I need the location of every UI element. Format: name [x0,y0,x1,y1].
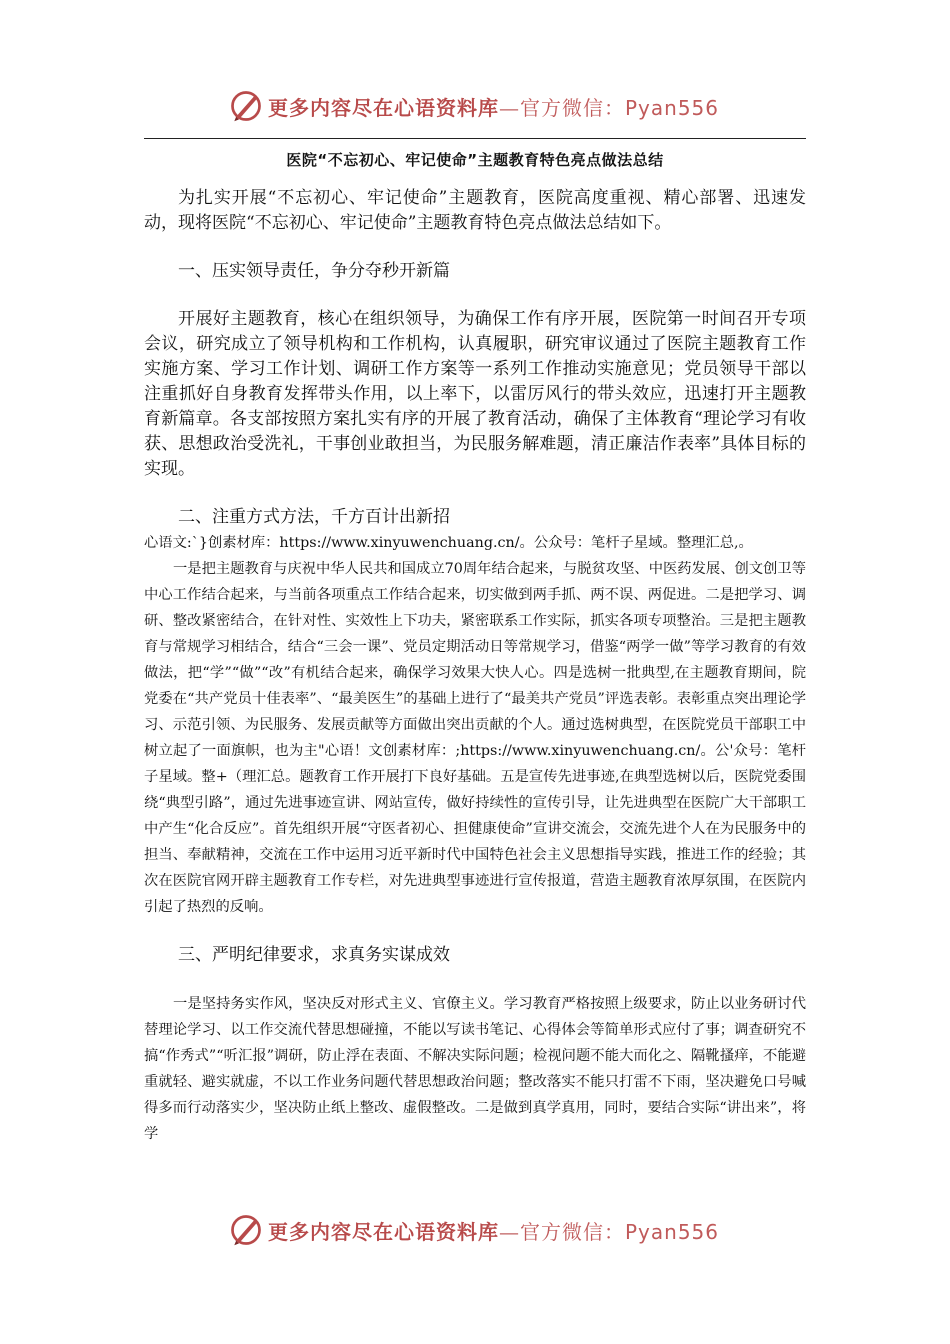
banner-text [268,92,719,121]
section2-heading: 二、注重方式方法，千方百计出新招 [178,507,450,527]
section1-heading: 一、压实领导责任，争分夺秒开新篇 [178,261,450,281]
page-title: 医院“不忘初心、牢记使命”主题教育特色亮点做法总结 [286,151,664,169]
section1-body: 开展好主题教育，核心在组织领导，为确保工作有序开展，医院第一时间召开专项会议，研究成立了领导机构和工作机构，认真履职，研究审议通过了医院主题教育工作实施方案、学习工作计划、调研工作方案等一系列工作推动实施意见；党员领导干部以注重抓好自身教育发挥带头作用，以上率下，以雷厉风行的带头效应，迅速打开主题教育新篇章。各支部按照方案扎实有序的开展了教育活动，确保了主体教育“理论学习有收获、思想政治受洗礼，干事创业敢担当，为民服务解难题，清正廉洁作表率”具体目标的实现。 [144,309,806,479]
intro-paragraph: 为扎实开展“不忘初心、牢记使命”主题教育，医院高度重视、精心部署、迅速发动，现将医院“不忘初心、牢记使命”主题教育特色亮点做法总结如下。 [144,188,806,233]
section2-watermark-line: 心语文:`}创素材库：https://www.xinyuwenchuang.cn/。公众号：笔杆子星域。整理汇总,。 [144,535,753,551]
banner-wechat: 官方微信：Pyan556 [520,1219,720,1244]
banner-main: 更多内容尽在心语资料库 [268,95,499,120]
pen-logo-icon [228,88,264,124]
document-body [144,146,806,1147]
banner-sep: — [499,1219,520,1244]
section3-body: 一是坚持务实作风，坚决反对形式主义、官僚主义。学习教育严格按照上级要求，防止以业务研讨代替理论学习、以工作交流代替思想碰撞，不能以写读书笔记、心得体会等简单形式应付了事；调查研究不搞“作秀式”“听汇报”调研，防止浮在表面、不解决实际问题；检视问题不能大而化之、隔靴搔痒，不能避重就轻、避实就虚，不以工作业务问题代替思想政治问题；整改落实不能只打雷不下雨，坚决避免口号喊得多而行动落实少，坚决防止纸上整改、虚假整改。二是做到真学真用，同时，要结合实际“讲出来”，将学 [144,996,806,1142]
banner-wechat: 官方微信：Pyan556 [520,95,720,120]
section3-heading: 三、严明纪律要求，求真务实谋成效 [178,945,450,965]
header-rule [144,138,806,139]
banner-sep: — [499,95,520,120]
banner-main: 更多内容尽在心语资料库 [268,1219,499,1244]
banner-text [268,1216,719,1245]
header-banner [0,82,950,130]
pen-logo-icon [228,1212,264,1248]
footer-banner [0,1206,950,1254]
section2-body: 一是把主题教育与庆祝中华人民共和国成立70周年结合起来，与脱贫攻坚、中医药发展、创文创卫等中心工作结合起来，与当前各项重点工作结合起来，切实做到两手抓、两不误、两促进。二是把学习、调研、整改紧密结合，在针对性、实效性上下功夫，紧密联系工作实际，抓实各项专项整治。三是把主题教育与常规学习相结合，结合“三会一课”、党员定期活动日等常规学习，借鉴“两学一做”等学习教育的有效做法，把“学”“做”“改”有机结合起来，确保学习效果大快人心。四是选树一批典型,在主题教育期间，院党委在“共产党员十佳表率”、“最美医生”的基础上进行了“最美共产党员”评选表彰。表彰重点突出理论学习、示范引领、为民服务、发展贡献等方面做出突出贡献的个人。通过选树典型，在医院党员干部职工中树立起了一面旗帜，也为主"心语！文创素材库：;https://www.xinyuwenchuang.cn/。公'众号：笔杆子星域。整+（理汇总。题教育工作开展打下良好基础。五是宣传先进事迹,在典型选树以后，医院党委围绕“典型引路”，通过先进事迹宣讲、网站宣传，做好持续性的宣传引导，让先进典型在医院广大干部职工中产生“化合反应”。首先组织开展“守医者初心、担健康使命”宣讲交流会，交流先进个人在为民服务中的担当、奉献精神，交流在工作中运用习近平新时代中国特色社会主义思想指导实践，推进工作的经验；其次在医院官网开辟主题教育工作专栏，对先进典型事迹进行宣传报道，营造主题教育浓厚氛围，在医院内引起了热烈的反响。 [144,561,806,915]
